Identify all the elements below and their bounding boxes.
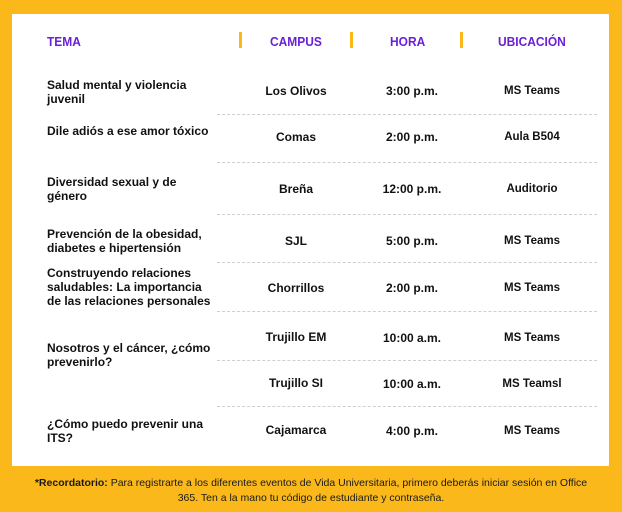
row-tema: Nosotros y el cáncer, ¿cómo prevenirlo?	[47, 341, 211, 369]
footer-reminder	[30, 476, 592, 506]
row-tema: Salud mental y violencia juvenil	[47, 78, 187, 106]
row-tema: Construyendo relaciones saludables: La importancia de las relaciones personales	[47, 266, 211, 308]
header-separator	[460, 32, 463, 48]
row-campus: Breña	[278, 182, 313, 196]
row-hora: 2:00 p.m.	[385, 281, 439, 295]
schedule-panel	[12, 14, 609, 466]
footer-text: Para registrarte a los diferentes eventos de Vida Universitaria, primero deberás iniciar sesión en Office 365. Ten a la mano tu código de estudiante y contraseña.	[107, 477, 588, 504]
row-tema: Dile adiós a ese amor tóxico	[47, 124, 209, 138]
row-hora: 3:00 p.m.	[385, 84, 439, 98]
row-divider	[217, 162, 597, 163]
row-divider	[217, 360, 597, 361]
row-hora: 10:00 a.m.	[382, 331, 442, 345]
header-separator	[350, 32, 353, 48]
header-hora: HORA	[390, 34, 426, 49]
header-campus: CAMPUS	[270, 34, 322, 49]
row-hora: 5:00 p.m.	[385, 234, 439, 248]
row-campus: Comas	[275, 130, 316, 144]
row-ubicacion: MS Teams	[503, 282, 561, 294]
row-ubicacion: MS Teams	[503, 425, 561, 437]
row-divider	[217, 406, 597, 407]
row-ubicacion: MS Teamsl	[502, 378, 562, 390]
row-divider	[217, 262, 597, 263]
row-tema: Prevención de la obesidad, diabetes e hipertensión	[47, 227, 202, 255]
row-ubicacion: MS Teams	[503, 332, 561, 344]
row-tema: Diversidad sexual y de género	[47, 175, 177, 203]
row-ubicacion: MS Teams	[503, 235, 561, 247]
row-ubicacion: Auditorio	[506, 183, 558, 195]
row-ubicacion: Aula B504	[504, 131, 560, 143]
header-ubicacion: UBICACIÓN	[498, 34, 566, 49]
row-campus: Trujillo SI	[268, 376, 323, 390]
row-tema: ¿Cómo puedo prevenir una ITS?	[47, 417, 204, 445]
row-hora: 4:00 p.m.	[385, 424, 439, 438]
row-ubicacion: MS Teams	[503, 85, 561, 97]
row-campus: SJL	[284, 234, 307, 248]
header-tema: TEMA	[47, 34, 81, 49]
row-campus: Chorrillos	[267, 281, 325, 295]
row-campus: Trujillo EM	[265, 330, 327, 344]
row-hora: 12:00 p.m.	[382, 182, 442, 196]
row-campus: Los Olivos	[265, 84, 327, 98]
row-campus: Cajamarca	[265, 423, 327, 437]
row-hora: 2:00 p.m.	[385, 130, 439, 144]
row-divider	[217, 311, 597, 312]
row-divider	[217, 114, 597, 115]
row-hora: 10:00 a.m.	[382, 377, 442, 391]
row-divider	[217, 214, 597, 215]
header-separator	[239, 32, 242, 48]
footer-label: *Recordatorio:	[34, 477, 108, 489]
